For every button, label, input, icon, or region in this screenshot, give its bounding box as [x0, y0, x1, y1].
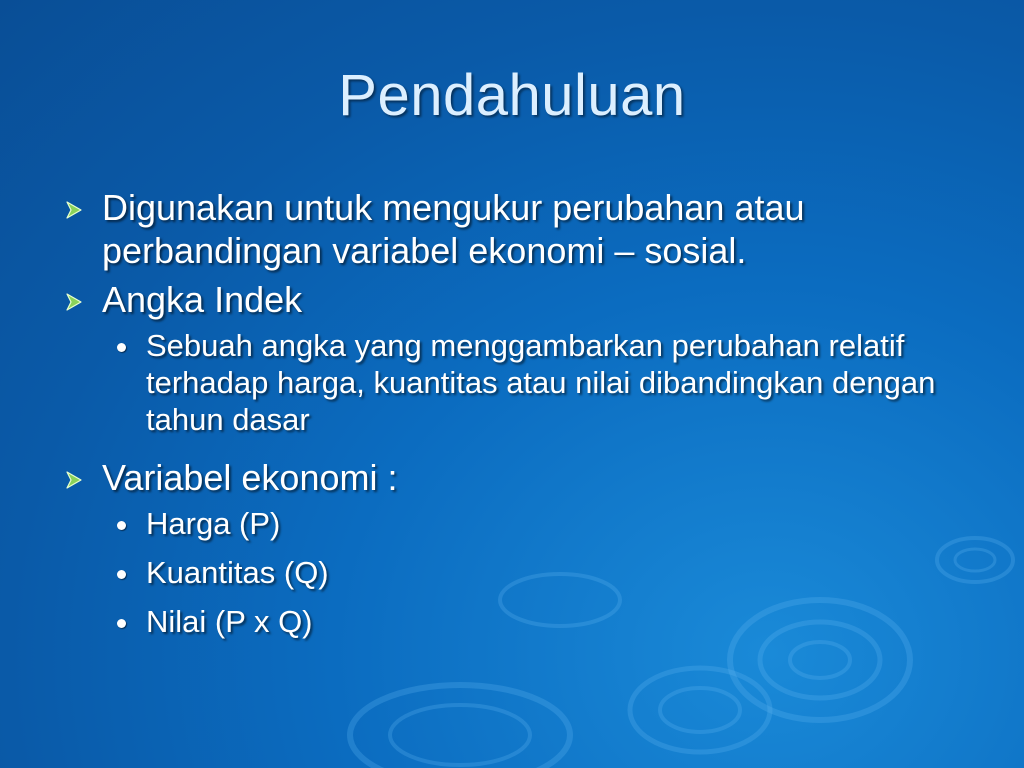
bullet-list: [62, 186, 962, 652]
sub-bullet-item: [62, 327, 962, 438]
round-bullet-icon: [117, 343, 126, 352]
bullet-item: [62, 278, 962, 321]
arrowhead-bullet-icon: [64, 291, 86, 313]
sub-bullet-text: Harga (P): [146, 506, 281, 541]
sub-bullet-item: [62, 603, 962, 640]
round-bullet-icon: [117, 521, 126, 530]
sub-bullet-item: [62, 554, 962, 591]
bullet-item: [62, 456, 962, 499]
sub-bullet-text: Sebuah angka yang menggambarkan perubahan relatif terhadap harga, kuantitas atau nilai dibandingkan dengan tahun dasar: [146, 328, 936, 437]
bullet-text: Variabel ekonomi :: [102, 457, 398, 498]
sub-bullet-text: Kuantitas (Q): [146, 555, 329, 590]
bullet-text: Digunakan untuk mengukur perubahan atau perbandingan variabel ekonomi – sosial.: [102, 187, 805, 271]
bullet-item: [62, 186, 962, 272]
round-bullet-icon: [117, 619, 126, 628]
sub-bullet-item: [62, 505, 962, 542]
round-bullet-icon: [117, 570, 126, 579]
arrowhead-bullet-icon: [64, 199, 86, 221]
arrowhead-bullet-icon: [64, 469, 86, 491]
bullet-text: Angka Indek: [102, 279, 303, 320]
sub-bullet-text: Nilai (P x Q): [146, 604, 313, 639]
slide-title: Pendahuluan: [338, 63, 686, 128]
